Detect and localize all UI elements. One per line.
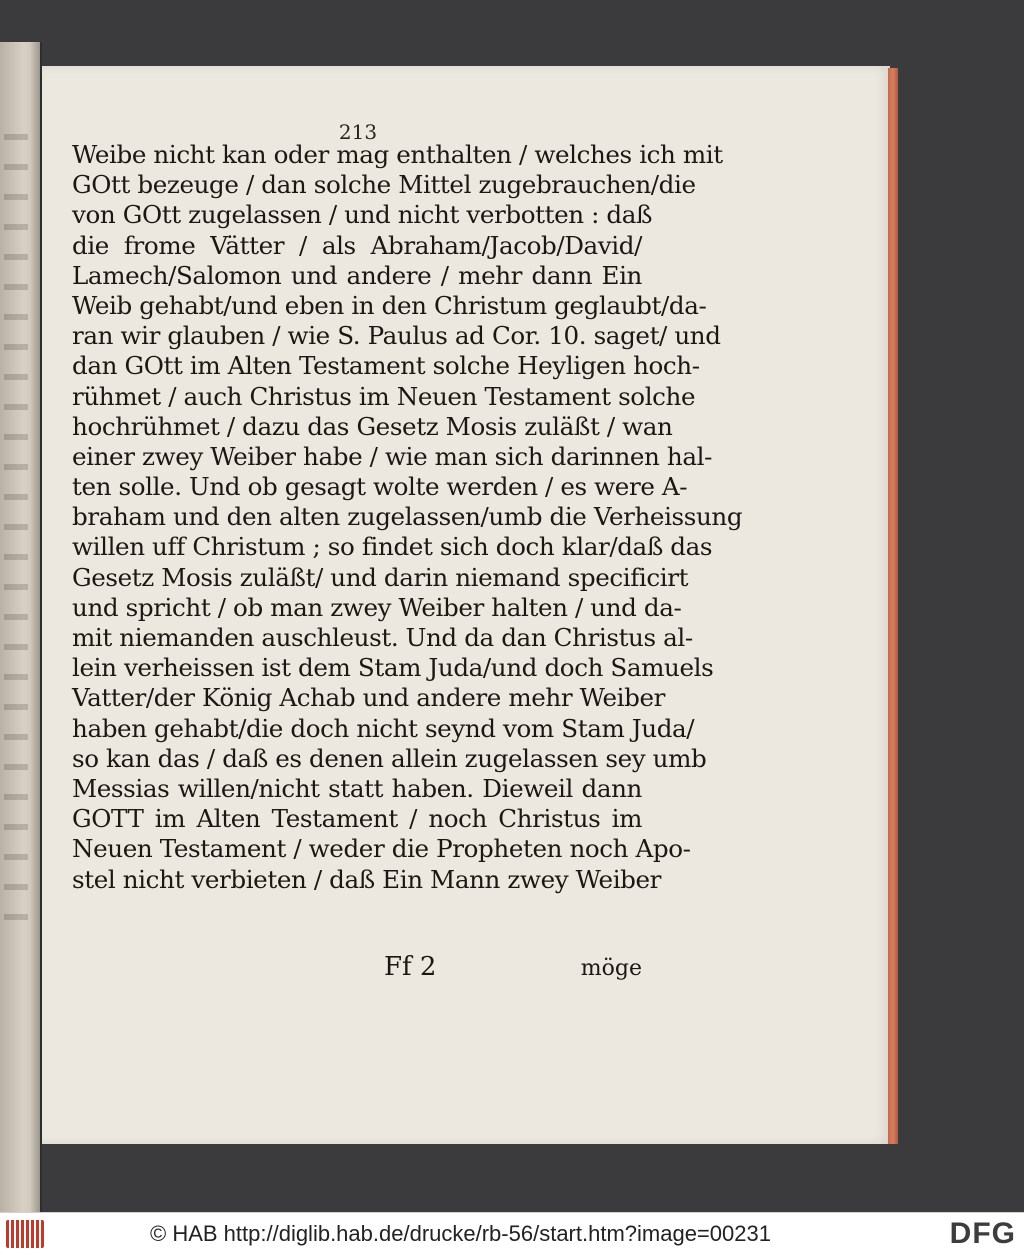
- page-number: 213: [338, 120, 378, 144]
- text-line: Lamech/Salomon und andere / mehr dann Ein: [72, 260, 642, 290]
- binding-shadow: [30, 42, 42, 1212]
- text-line: dan GOtt im Alten Testament solche Heyligen hoch-: [72, 351, 700, 381]
- text-line: GOTT im Alten Testament / noch Christus im: [72, 804, 642, 834]
- page-foot: [72, 952, 642, 988]
- previous-page-text-marks: [4, 120, 28, 940]
- text-line: ran wir glauben / wie S. Paulus ad Cor. 10. saget/ und: [72, 321, 721, 351]
- page-red-edge: [888, 68, 898, 1144]
- dfg-logo: DFG: [949, 1217, 1016, 1250]
- text-line: Vatter/der König Achab und andere mehr Weiber: [72, 683, 665, 713]
- signature-mark: Ff 2: [384, 952, 437, 982]
- text-line: braham und den alten zugelassen/umb die Verheissung: [72, 502, 743, 532]
- text-line: Neuen Testament / weder die Propheten noch Apo-: [72, 834, 691, 864]
- text-line: Weibe nicht kan oder mag enthalten / welches ich mit: [72, 140, 723, 169]
- copyright-link[interactable]: © HAB http://diglib.hab.de/drucke/rb-56/start.htm?image=00231: [150, 1221, 771, 1246]
- text-line: willen uff Christum ; so findet sich doch klar/daß das: [72, 532, 713, 562]
- text-line: Weib gehabt/und eben in den Christum geglaubt/da-: [72, 290, 707, 320]
- text-line: Gesetz Mosis zuläßt/ und darin niemand specificirt: [72, 562, 689, 592]
- text-line: von GOtt zugelassen / und nicht verbotten : daß: [72, 200, 653, 230]
- text-line: rühmet / auch Christus im Neuen Testament solche: [72, 381, 696, 411]
- text-line: die frome Vätter / als Abraham/Jacob/David/: [72, 230, 642, 260]
- hab-logo-icon: [6, 1220, 44, 1248]
- body-text: [72, 140, 743, 895]
- text-line: haben gehabt/die doch nicht seynd vom Stam Juda/: [72, 713, 695, 743]
- text-line: GOtt bezeuge / dan solche Mittel zugebrauchen/die: [72, 170, 696, 200]
- text-line: Messias willen/nicht statt haben. Dieweil dann: [72, 773, 642, 803]
- text-line: stel nicht verbieten / daß Ein Mann zwey Weiber: [72, 864, 662, 894]
- text-line: hochrühmet / dazu das Gesetz Mosis zuläßt / wan: [72, 411, 673, 441]
- text-line: ten solle. Und ob gesagt wolte werden / es were A-: [72, 472, 688, 502]
- footer-bar: [0, 1212, 1024, 1255]
- catchword: möge: [580, 956, 642, 981]
- text-line: einer zwey Weiber habe / wie man sich darinnen hal-: [72, 441, 712, 471]
- text-line: und spricht / ob man zwey Weiber halten / und da-: [72, 592, 682, 622]
- text-line: mit niemanden auschleust. Und da dan Christus al-: [72, 623, 693, 652]
- text-line: lein verheissen ist dem Stam Juda/und doch Samuels: [72, 653, 714, 683]
- text-line: so kan das / daß es denen allein zugelassen sey umb: [72, 743, 707, 773]
